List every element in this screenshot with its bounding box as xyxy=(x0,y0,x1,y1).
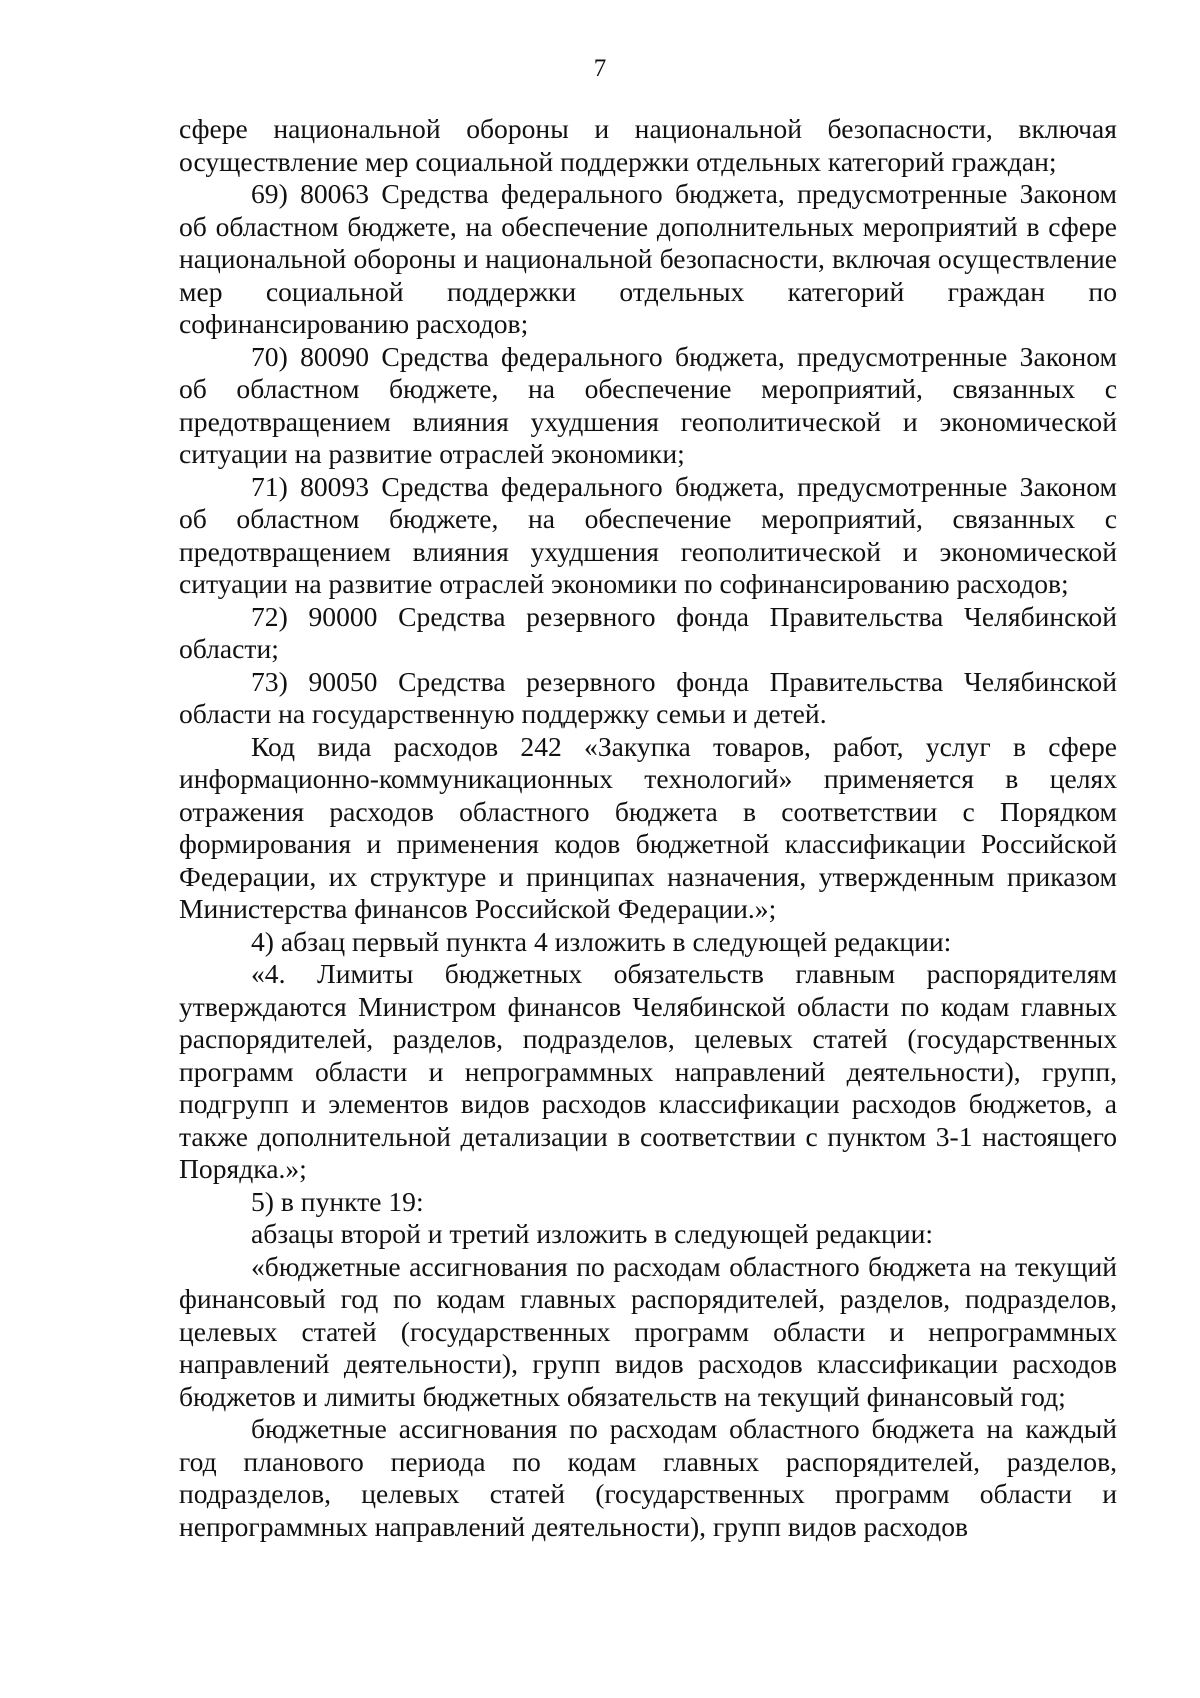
page-number: 7 xyxy=(593,55,607,82)
paragraph-amendment-5: 5) в пункте 19: xyxy=(251,1185,424,1217)
paragraph-item-73: 73) 90050 Средства резервного фонда Правительства Челябинской области на государственную поддержку семьи и детей. xyxy=(179,665,1117,729)
paragraph-code-242: Код вида расходов 242 «Закупка товаров, работ, услуг в сфере информационно-коммуникационных технологий» применяется в целях отражения расходов областного бюджета в соответствии с Порядком формирования и применения кодов бюджетной классификации Российской Федерации, их структуре и принципах назначения, утвержденным приказом Министерства финансов Российской Федерации.»; xyxy=(179,730,1117,924)
paragraph-budget-current-year: «бюджетные ассигнования по расходам областного бюджета на текущий финансовый год по кодам главных распорядителей, разделов, подразделов, целевых статей (государственных программ области и непрограммных направлений деятельности), групп видов расходов классификации расходов бюджетов и лимиты бюджетных обязательств на текущий финансовый год; xyxy=(179,1250,1117,1412)
paragraph-limits: «4. Лимиты бюджетных обязательств главным распорядителям утверждаются Министром финансов Челябинской области по кодам главных распорядителей, разделов, подразделов, целевых статей (государственных программ области и непрограммных направлений деятельности), групп, подгрупп и элементов видов расходов классификации расходов бюджетов, а также дополнительной детализации в соответствии с пунктом 3-1 настоящего Порядка.»; xyxy=(179,958,1117,1184)
paragraph-abzacy: абзацы второй и третий изложить в следующей редакции: xyxy=(251,1218,934,1249)
paragraph-item-72: 72) 90000 Средства резервного фонда Правительства Челябинской области; xyxy=(179,600,1117,664)
document-body xyxy=(179,113,1117,1543)
paragraph-item-70: 70) 80090 Средства федерального бюджета, предусмотренные Законом об областном бюджете, на обеспечение мероприятий, связанных с предотвращением влияния ухудшения геополитической и экономической ситуации на развитие отраслей экономики; xyxy=(179,340,1117,469)
paragraph-item-69: 69) 80063 Средства федерального бюджета, предусмотренные Законом об областном бюджете, на обеспечение дополнительных мероприятий в сфере национальной обороны и национальной безопасности, включая осуществление мер социальной поддержки отдельных категорий граждан по софинансированию расходов; xyxy=(179,178,1117,339)
paragraph-budget-planning-period: бюджетные ассигнования по расходам областного бюджета на каждый год планового периода по кодам главных распорядителей, разделов, подразделов, целевых статей (государственных программ области и непрограммных направлений деятельности), групп видов расходов xyxy=(179,1413,1117,1542)
paragraph-item-71: 71) 80093 Средства федерального бюджета, предусмотренные Законом об областном бюджете, на обеспечение мероприятий, связанных с предотвращением влияния ухудшения геополитической и экономической ситуации на развитие отраслей экономики по софинансированию расходов; xyxy=(179,470,1117,599)
paragraph-continuation: сфере национальной обороны и национальной безопасности, включая осуществление мер социальной поддержки отдельных категорий граждан; xyxy=(179,113,1117,177)
paragraph-amendment-4: 4) абзац первый пункта 4 изложить в следующей редакции: xyxy=(251,925,952,957)
